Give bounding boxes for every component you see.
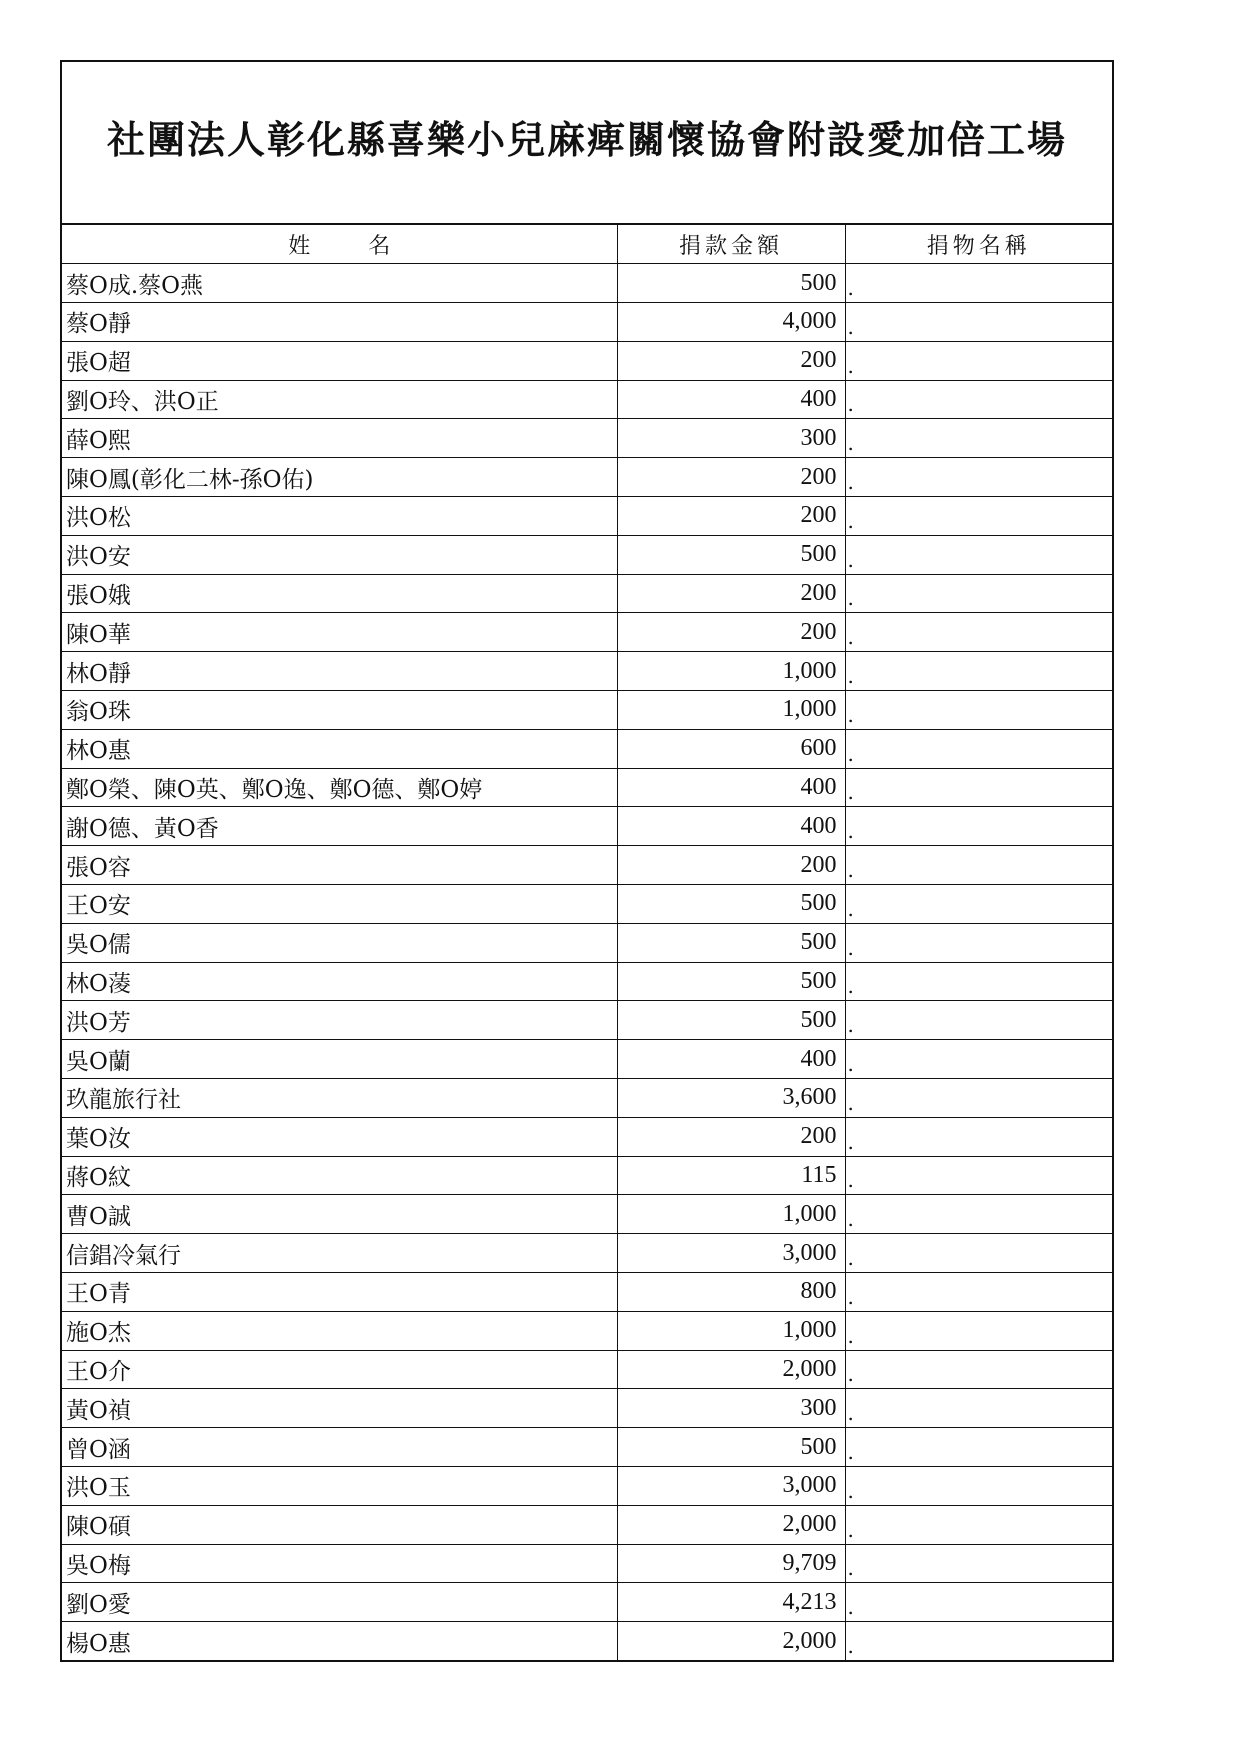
donation-amount-cell: 600 xyxy=(617,729,845,768)
donation-amount-cell: 1,000 xyxy=(617,1311,845,1350)
donor-name-cell: 劉O玲、洪O正 xyxy=(62,380,617,419)
donor-name-cell: 蔡O靜 xyxy=(62,303,617,342)
donated-item-cell: . xyxy=(845,1544,1112,1583)
donated-item-cell: . xyxy=(845,613,1112,652)
donated-item-cell: . xyxy=(845,380,1112,419)
donated-item-cell: . xyxy=(845,1622,1112,1661)
table-row xyxy=(62,807,1112,846)
donated-item-cell: . xyxy=(845,885,1112,924)
donation-amount-cell: 400 xyxy=(617,1040,845,1079)
donor-name-cell: 玖龍旅行社 xyxy=(62,1079,617,1118)
header-item: 捐物名稱 xyxy=(845,225,1112,264)
donation-table xyxy=(62,225,1112,1660)
donor-name-cell: 蔡O成.蔡O燕 xyxy=(62,264,617,303)
donation-amount-cell: 500 xyxy=(617,962,845,1001)
header-amount: 捐款金額 xyxy=(617,225,845,264)
donated-item-cell: . xyxy=(845,1156,1112,1195)
table-row xyxy=(62,846,1112,885)
donor-name-cell: 施O杰 xyxy=(62,1311,617,1350)
header-row xyxy=(62,225,1112,264)
donor-name-cell: 陳O鳳(彰化二林-孫O佑) xyxy=(62,458,617,497)
donor-name-cell: 葉O汝 xyxy=(62,1117,617,1156)
donated-item-cell: . xyxy=(845,1428,1112,1467)
donated-item-cell: . xyxy=(845,1467,1112,1506)
table-row xyxy=(62,923,1112,962)
donation-amount-cell: 9,709 xyxy=(617,1544,845,1583)
donated-item-cell: . xyxy=(845,1350,1112,1389)
table-row xyxy=(62,497,1112,536)
table-row xyxy=(62,419,1112,458)
donor-name-cell: 王O介 xyxy=(62,1350,617,1389)
donation-amount-cell: 300 xyxy=(617,1389,845,1428)
donation-amount-cell: 200 xyxy=(617,613,845,652)
donation-amount-cell: 400 xyxy=(617,807,845,846)
donated-item-cell: . xyxy=(845,729,1112,768)
table-body xyxy=(62,264,1112,1661)
donation-amount-cell: 500 xyxy=(617,264,845,303)
donation-amount-cell: 1,000 xyxy=(617,652,845,691)
table-row xyxy=(62,1117,1112,1156)
donor-name-cell: 信錩冷氣行 xyxy=(62,1234,617,1273)
donated-item-cell: . xyxy=(845,535,1112,574)
donated-item-cell: . xyxy=(845,962,1112,1001)
donation-amount-cell: 3,000 xyxy=(617,1467,845,1506)
donor-name-cell: 翁O珠 xyxy=(62,691,617,730)
donor-name-cell: 劉O愛 xyxy=(62,1583,617,1622)
donated-item-cell: . xyxy=(845,846,1112,885)
table-row xyxy=(62,1273,1112,1312)
donor-name-cell: 林O蓤 xyxy=(62,962,617,1001)
donor-name-cell: 黃O禎 xyxy=(62,1389,617,1428)
donated-item-cell: . xyxy=(845,923,1112,962)
document-title: 社團法人彰化縣喜樂小兒麻痺關懷協會附設愛加倍工場 xyxy=(106,117,1067,162)
donor-name-cell: 蔣O紋 xyxy=(62,1156,617,1195)
donated-item-cell: . xyxy=(845,1117,1112,1156)
table-row xyxy=(62,1622,1112,1661)
donation-amount-cell: 200 xyxy=(617,458,845,497)
table-row xyxy=(62,1467,1112,1506)
donated-item-cell: . xyxy=(845,1505,1112,1544)
donor-name-cell: 洪O安 xyxy=(62,535,617,574)
donor-name-cell: 林O惠 xyxy=(62,729,617,768)
donation-amount-cell: 800 xyxy=(617,1273,845,1312)
donation-amount-cell: 4,000 xyxy=(617,303,845,342)
donation-amount-cell: 115 xyxy=(617,1156,845,1195)
donated-item-cell: . xyxy=(845,1195,1112,1234)
table-row xyxy=(62,729,1112,768)
donation-sheet xyxy=(60,60,1114,1662)
donated-item-cell: . xyxy=(845,1583,1112,1622)
title-box xyxy=(62,62,1112,225)
donor-name-cell: 曹O誠 xyxy=(62,1195,617,1234)
donated-item-cell: . xyxy=(845,264,1112,303)
donor-name-cell: 吳O梅 xyxy=(62,1544,617,1583)
donated-item-cell: . xyxy=(845,1234,1112,1273)
table-row xyxy=(62,962,1112,1001)
donation-amount-cell: 200 xyxy=(617,574,845,613)
table-row xyxy=(62,1001,1112,1040)
table-row xyxy=(62,1079,1112,1118)
donated-item-cell: . xyxy=(845,341,1112,380)
table-row xyxy=(62,1544,1112,1583)
donor-name-cell: 陳O華 xyxy=(62,613,617,652)
table-row xyxy=(62,885,1112,924)
donation-amount-cell: 200 xyxy=(617,1117,845,1156)
donation-amount-cell: 3,600 xyxy=(617,1079,845,1118)
table-row xyxy=(62,458,1112,497)
donated-item-cell: . xyxy=(845,807,1112,846)
donor-name-cell: 楊O惠 xyxy=(62,1622,617,1661)
donor-name-cell: 薛O熙 xyxy=(62,419,617,458)
donor-name-cell: 吳O蘭 xyxy=(62,1040,617,1079)
table-row xyxy=(62,1583,1112,1622)
donation-amount-cell: 500 xyxy=(617,885,845,924)
donated-item-cell: . xyxy=(845,419,1112,458)
table-row xyxy=(62,1350,1112,1389)
donor-name-cell: 陳O碩 xyxy=(62,1505,617,1544)
donation-amount-cell: 500 xyxy=(617,923,845,962)
donated-item-cell: . xyxy=(845,1040,1112,1079)
donated-item-cell: . xyxy=(845,1273,1112,1312)
donor-name-cell: 張O容 xyxy=(62,846,617,885)
donation-amount-cell: 400 xyxy=(617,768,845,807)
donation-amount-cell: 3,000 xyxy=(617,1234,845,1273)
donor-name-cell: 謝O德、黃O香 xyxy=(62,807,617,846)
table-row xyxy=(62,574,1112,613)
table-row xyxy=(62,1389,1112,1428)
donated-item-cell: . xyxy=(845,1001,1112,1040)
donor-name-cell: 林O靜 xyxy=(62,652,617,691)
donor-name-cell: 洪O松 xyxy=(62,497,617,536)
table-row xyxy=(62,613,1112,652)
donated-item-cell: . xyxy=(845,303,1112,342)
donated-item-cell: . xyxy=(845,458,1112,497)
donor-name-cell: 洪O玉 xyxy=(62,1467,617,1506)
donation-amount-cell: 200 xyxy=(617,341,845,380)
table-row xyxy=(62,535,1112,574)
donated-item-cell: . xyxy=(845,1311,1112,1350)
donation-amount-cell: 500 xyxy=(617,535,845,574)
donation-amount-cell: 2,000 xyxy=(617,1622,845,1661)
donation-amount-cell: 2,000 xyxy=(617,1350,845,1389)
table-row xyxy=(62,1505,1112,1544)
header-name-part1: 姓 xyxy=(288,233,311,259)
table-row xyxy=(62,303,1112,342)
donation-amount-cell: 400 xyxy=(617,380,845,419)
donated-item-cell: . xyxy=(845,1389,1112,1428)
donated-item-cell: . xyxy=(845,652,1112,691)
table-row xyxy=(62,768,1112,807)
table-row xyxy=(62,1234,1112,1273)
donor-name-cell: 張O超 xyxy=(62,341,617,380)
donation-amount-cell: 300 xyxy=(617,419,845,458)
header-name-part2: 名 xyxy=(368,233,391,259)
table-row xyxy=(62,1428,1112,1467)
table-row xyxy=(62,691,1112,730)
donated-item-cell: . xyxy=(845,497,1112,536)
donor-name-cell: 洪O芳 xyxy=(62,1001,617,1040)
header-name xyxy=(62,225,617,264)
donation-amount-cell: 1,000 xyxy=(617,1195,845,1234)
donation-amount-cell: 2,000 xyxy=(617,1505,845,1544)
table-row xyxy=(62,1195,1112,1234)
table-row xyxy=(62,1156,1112,1195)
donor-name-cell: 張O娥 xyxy=(62,574,617,613)
donation-amount-cell: 200 xyxy=(617,497,845,536)
donation-amount-cell: 200 xyxy=(617,846,845,885)
donated-item-cell: . xyxy=(845,768,1112,807)
donation-amount-cell: 500 xyxy=(617,1428,845,1467)
donation-amount-cell: 1,000 xyxy=(617,691,845,730)
table-row xyxy=(62,264,1112,303)
donated-item-cell: . xyxy=(845,1079,1112,1118)
donor-name-cell: 王O青 xyxy=(62,1273,617,1312)
table-row xyxy=(62,1040,1112,1079)
table-row xyxy=(62,652,1112,691)
donation-amount-cell: 4,213 xyxy=(617,1583,845,1622)
donated-item-cell: . xyxy=(845,691,1112,730)
donated-item-cell: . xyxy=(845,574,1112,613)
donor-name-cell: 吳O儒 xyxy=(62,923,617,962)
table-row xyxy=(62,1311,1112,1350)
donor-name-cell: 王O安 xyxy=(62,885,617,924)
donor-name-cell: 曾O涵 xyxy=(62,1428,617,1467)
donor-name-cell: 鄭O榮、陳O英、鄭O逸、鄭O德、鄭O婷 xyxy=(62,768,617,807)
donation-amount-cell: 500 xyxy=(617,1001,845,1040)
table-row xyxy=(62,380,1112,419)
table-row xyxy=(62,341,1112,380)
